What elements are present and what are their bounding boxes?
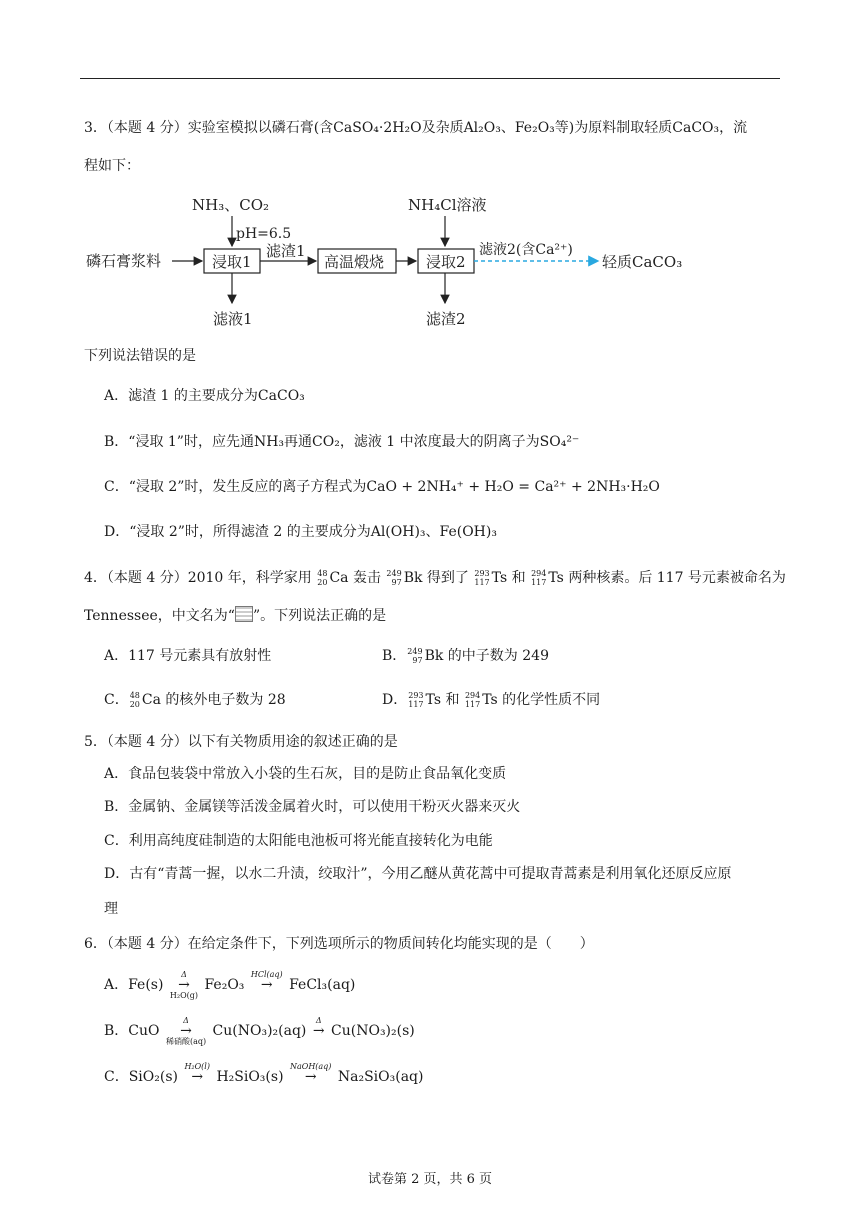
q4-d-label: D． (382, 692, 408, 708)
nuclide-bk249 (386, 569, 402, 587)
nuclide-ts294-d (465, 691, 481, 709)
flow-reagent2: NH₄Cl溶液 (408, 196, 487, 214)
right-arrow-icon: → (191, 1069, 204, 1085)
ca-z: 20 (317, 578, 328, 587)
q6-a-end: FeCl₃(aq) (289, 977, 356, 993)
reaction-arrow (184, 1062, 210, 1092)
flow-ph: pH=6.5 (236, 226, 292, 242)
q4-option-d (382, 690, 600, 710)
flow-product: 轻质CaCO₃ (602, 253, 683, 271)
right-arrow-icon: → (312, 1023, 325, 1039)
q5-stem: 5．（本题 4 分）以下有关物质用途的叙述正确的是 (84, 734, 398, 750)
nuclide-ts294 (531, 569, 547, 587)
q6-a-start: A．Fe(s) (104, 977, 164, 993)
q5-option-a: A．食品包装袋中常放入小袋的生石灰，目的是防止食品氧化变质 (104, 766, 507, 782)
flow-out2: 滤渣2 (426, 310, 466, 328)
q5-option-b: B．金属钠、金属镁等活泼金属着火时，可以使用干粉灭火器来灭火 (104, 799, 521, 815)
q3-flow-diagram (80, 188, 700, 338)
ts-z-d2: 117 (464, 700, 481, 709)
ts-z: 117 (474, 578, 490, 587)
q3-option-d: D．“浸取 2”时，所得滤渣 2 的主要成分为Al(OH)₃、Fe(OH)₃ (104, 524, 497, 540)
arrow-cond-top: Δ (183, 1016, 189, 1025)
arrow-cond-empty (317, 1037, 320, 1046)
q4-option-a: A．117 号元素具有放射性 (104, 648, 272, 664)
q4-option-b (382, 646, 549, 666)
flow-filtrate2: 滤液2(含Ca²⁺) (479, 242, 573, 258)
ts294-mass: 294 (531, 569, 547, 578)
q6-b-end: Cu(NO₃)₂(s) (331, 1023, 415, 1039)
flow-out1: 滤液1 (213, 310, 253, 328)
ca-mass: 48 (317, 569, 328, 578)
q4-stem-line1 (84, 568, 786, 588)
q4-text-f: Tennessee，中文名为“ (84, 608, 235, 624)
reaction-arrow (290, 1062, 331, 1092)
flow-box3-label: 浸取2 (426, 253, 466, 271)
q4-d-mid: Ts 和 (425, 692, 460, 708)
right-arrow-icon: → (304, 1069, 317, 1085)
q6-b-start: B．CuO (104, 1023, 160, 1039)
reaction-arrow (251, 970, 283, 1000)
q6-b-mid: Cu(NO₃)₂(aq) (212, 1023, 307, 1039)
q4-c-text: Ca 的核外电子数为 28 (141, 692, 286, 708)
q3-option-b: B．“浸取 1”时，应先通NH₃再通CO₂，滤液 1 中浓度最大的阴离子为SO₄²⁻ (104, 434, 580, 450)
q3-stem-line2: 程如下： (84, 158, 140, 174)
arrow-cond-top: NaOH(aq) (289, 1062, 332, 1071)
q3-stem-line1: 3．（本题 4 分）实验室模拟以磷石膏(含CaSO₄·2H₂O及杂质Al₂O₃、Fe₂O₃等)为原料制取轻质CaCO₃，流 (84, 120, 748, 136)
nuclide-bk249-b (407, 647, 423, 665)
q6-c-end: Na₂SiO₃(aq) (337, 1069, 424, 1085)
ts293-mass: 293 (474, 569, 490, 578)
arrow-cond-empty (265, 991, 268, 1000)
flow-input: 磷石膏浆料 (86, 252, 162, 270)
q4-text-d: Ts 和 (491, 570, 526, 586)
flow-residue1: 滤渣1 (266, 242, 306, 260)
q3-option-c: C．“浸取 2”时，发生反应的离子方程式为CaO + 2NH₄⁺ + H₂O = Ca²⁺ + 2NH₃·H₂O (104, 479, 660, 495)
q3-question: 下列说法错误的是 (84, 348, 196, 364)
q5-option-d: D．古有“青蒿一握，以水二升渍，绞取汁”，今用乙醚从黄花蒿中可提取青蒿素是利用氧化还原反应原 (104, 866, 732, 882)
arrow-cond-bot: 稀硝酸(aq) (165, 1037, 207, 1046)
ca-mass-c: 48 (129, 691, 140, 700)
q6-option-b (104, 1016, 415, 1046)
q4-stem-line2 (84, 606, 386, 626)
q6-option-c (104, 1062, 423, 1092)
q6-c-start: C．SiO₂(s) (104, 1069, 178, 1085)
bk-mass-b: 249 (407, 647, 423, 656)
arrow-cond-top: Δ (315, 1016, 322, 1025)
ca-z-c: 20 (129, 700, 140, 709)
header-rule (80, 78, 780, 79)
bk-mass: 249 (386, 569, 402, 578)
flow-reagent1: NH₃、CO₂ (192, 196, 270, 214)
nuclide-ca48-c (130, 691, 141, 709)
arrow-cond-top: Δ (181, 970, 187, 979)
reaction-arrow (313, 1016, 325, 1046)
ts293-mass-d: 293 (408, 691, 424, 700)
q4-b-text: Bk 的中子数为 249 (424, 648, 549, 664)
q4-b-label: B． (382, 648, 407, 664)
ts-z-d: 117 (408, 700, 424, 709)
reaction-arrow (166, 1016, 206, 1046)
right-arrow-icon: → (178, 977, 190, 993)
right-arrow-icon: → (260, 977, 273, 993)
nuclide-ca48 (317, 569, 328, 587)
arrow-cond-empty (196, 1083, 199, 1092)
q4-text-g: ”。下列说法正确的是 (252, 608, 387, 624)
nuclide-ts293-d (408, 691, 424, 709)
arrow-cond-top: H₂O(l) (184, 1062, 210, 1071)
q4-text-b: Ca 轰击 (329, 570, 381, 586)
nuclide-ts293 (474, 569, 490, 587)
right-arrow-icon: → (180, 1023, 192, 1039)
q4-c-label: C． (104, 692, 129, 708)
arrow-cond-empty (309, 1083, 312, 1092)
reaction-arrow (170, 970, 198, 1000)
q4-text-c: Bk 得到了 (403, 570, 469, 586)
arrow-cond-bot: H₂O(g) (169, 991, 199, 1000)
q6-a-mid: Fe₂O₃ (204, 977, 245, 993)
flow-box2-label: 高温煅烧 (324, 253, 385, 271)
ts-z-2: 117 (531, 578, 547, 587)
q6-option-a (104, 970, 355, 1000)
bk-z-b: 97 (412, 656, 423, 665)
bk-z: 97 (391, 578, 402, 587)
q4-d-end: Ts 的化学性质不同 (482, 692, 601, 708)
q5-option-c: C．利用高纯度硅制造的太阳能电池板可将光能直接转化为电能 (104, 833, 493, 849)
arrow-cond-top: HCl(aq) (250, 970, 283, 979)
q4-text-a: 4．（本题 4 分）2010 年，科学家用 (84, 570, 312, 586)
q3-option-a: A．滤渣 1 的主要成分为CaCO₃ (104, 388, 305, 404)
ts294-mass-d: 294 (464, 691, 481, 700)
q6-stem: 6．（本题 4 分）在给定条件下，下列选项所示的物质间转化均能实现的是（ ） (84, 936, 594, 952)
q5-option-d-cont: 理 (104, 901, 118, 917)
q4-option-c (104, 690, 286, 710)
flow-box1-label: 浸取1 (212, 253, 252, 271)
character-image-placeholder (235, 606, 253, 622)
page-footer: 试卷第 2 页，共 6 页 (367, 1172, 493, 1187)
q4-text-e: Ts 两种核素。后 117 号元素被命名为 (548, 570, 786, 586)
q6-c-mid: H₂SiO₃(s) (216, 1069, 284, 1085)
